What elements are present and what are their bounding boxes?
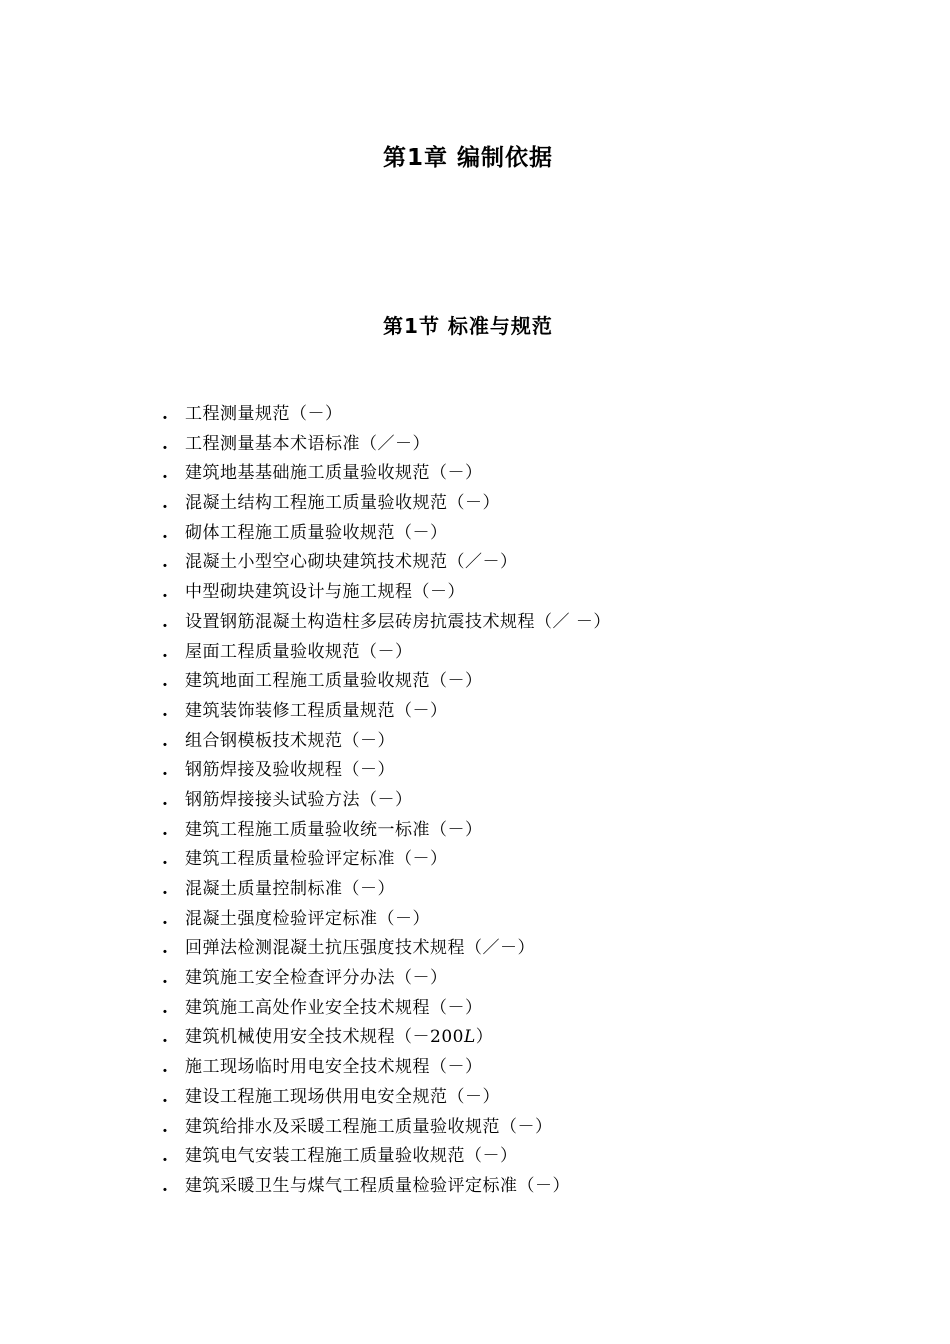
standard-name: 混凝土质量控制标准（－） xyxy=(185,879,395,899)
standard-name: 钢筋焊接及验收规程（－） xyxy=(185,760,395,781)
bullet-marker: . xyxy=(162,908,168,929)
standard-name: 回弹法检测混凝土抗压强度技术规程（／－） xyxy=(185,938,535,959)
list-item xyxy=(162,638,862,668)
list-item xyxy=(162,1053,862,1083)
list-item xyxy=(162,578,862,608)
standard-name: 施工现场临时用电安全技术规程（－） xyxy=(185,1057,483,1078)
list-item xyxy=(162,934,862,964)
bullet-marker: . xyxy=(162,1057,168,1078)
standard-name: 建设工程施工现场供用电安全规范（－） xyxy=(185,1086,500,1107)
bullet-marker: . xyxy=(162,522,168,543)
standard-name: 建筑地基基础施工质量验收规范（－） xyxy=(185,463,483,484)
list-item xyxy=(162,845,862,875)
list-item xyxy=(162,875,862,905)
standard-name: 建筑电气安装工程施工质量验收规范（－） xyxy=(185,1146,518,1167)
bullet-marker: . xyxy=(162,611,168,632)
list-item xyxy=(162,994,862,1024)
bullet-marker: . xyxy=(162,493,168,514)
standard-name: 建筑施工安全检查评分办法（－） xyxy=(185,968,448,989)
standards-list xyxy=(162,400,862,1202)
bullet-marker: . xyxy=(162,968,168,989)
standard-name: 砌体工程施工质量验收规范（－） xyxy=(185,522,448,543)
chapter-title: 第1章 编制依据 xyxy=(382,145,553,171)
bullet-marker: . xyxy=(162,1146,168,1167)
list-item xyxy=(162,905,862,935)
bullet-marker: . xyxy=(162,879,168,899)
list-item xyxy=(162,1113,862,1143)
standard-name: 工程测量基本术语标准（／－） xyxy=(185,433,430,454)
bullet-marker: . xyxy=(162,700,168,721)
bullet-marker: . xyxy=(162,1027,168,1048)
bullet-marker: . xyxy=(162,1116,168,1137)
bullet-marker: . xyxy=(162,433,168,454)
list-item xyxy=(162,964,862,994)
standard-name: 混凝土强度检验评定标准（－） xyxy=(185,908,430,929)
bullet-marker: . xyxy=(162,997,168,1018)
standard-name: 建筑工程施工质量验收统一标准（－） xyxy=(185,819,483,840)
standard-name: 中型砌块建筑设计与施工规程（－） xyxy=(185,582,465,603)
bullet-marker: . xyxy=(162,1086,168,1107)
list-item xyxy=(162,430,862,460)
standard-name: 建筑施工高处作业安全技术规程（－） xyxy=(185,997,483,1018)
bullet-marker: . xyxy=(162,582,168,603)
standard-name: 建筑机械使用安全技术规程（－200𝐿） xyxy=(185,1027,494,1048)
standard-name: 设置钢筋混凝土构造柱多层砖房抗震技术规程（／ －） xyxy=(185,611,611,632)
bullet-marker: . xyxy=(162,671,168,692)
standard-name: 组合钢模板技术规范（－） xyxy=(185,730,395,751)
standard-name: 建筑工程质量检验评定标准（－） xyxy=(185,849,448,870)
list-item xyxy=(162,1023,862,1053)
standard-name: 工程测量规范（－） xyxy=(185,404,343,424)
bullet-marker: . xyxy=(162,849,168,870)
list-item xyxy=(162,727,862,757)
standard-name: 混凝土结构工程施工质量验收规范（－） xyxy=(185,493,500,514)
list-item xyxy=(162,1142,862,1172)
list-item xyxy=(162,400,862,430)
standard-name: 钢筋焊接接头试验方法（－） xyxy=(185,789,413,810)
standard-name: 屋面工程质量验收规范（－） xyxy=(185,641,413,662)
list-item xyxy=(162,519,862,549)
bullet-marker: . xyxy=(162,760,168,781)
bullet-marker: . xyxy=(162,1175,168,1196)
list-item xyxy=(162,756,862,786)
bullet-marker: . xyxy=(162,819,168,840)
bullet-marker: . xyxy=(162,730,168,751)
bullet-marker: . xyxy=(162,463,168,484)
bullet-marker: . xyxy=(162,404,168,424)
list-item xyxy=(162,667,862,697)
list-item xyxy=(162,548,862,578)
bullet-marker: . xyxy=(162,641,168,662)
bullet-marker: . xyxy=(162,789,168,810)
list-item xyxy=(162,816,862,846)
section-title: 第1节 标准与规范 xyxy=(383,314,553,338)
list-item xyxy=(162,608,862,638)
standard-name: 建筑采暖卫生与煤气工程质量检验评定标准（－） xyxy=(185,1175,570,1196)
list-item xyxy=(162,697,862,727)
list-item xyxy=(162,1172,862,1202)
standard-name: 混凝土小型空心砌块建筑技术规范（／－） xyxy=(185,552,518,573)
bullet-marker: . xyxy=(162,938,168,959)
standard-name: 建筑地面工程施工质量验收规范（－） xyxy=(185,671,483,692)
list-item xyxy=(162,786,862,816)
list-item xyxy=(162,459,862,489)
list-item xyxy=(162,489,862,519)
list-item xyxy=(162,1083,862,1113)
standard-name: 建筑给排水及采暖工程施工质量验收规范（－） xyxy=(185,1116,553,1137)
standard-name: 建筑装饰装修工程质量规范（－） xyxy=(185,700,448,721)
bullet-marker: . xyxy=(162,552,168,573)
